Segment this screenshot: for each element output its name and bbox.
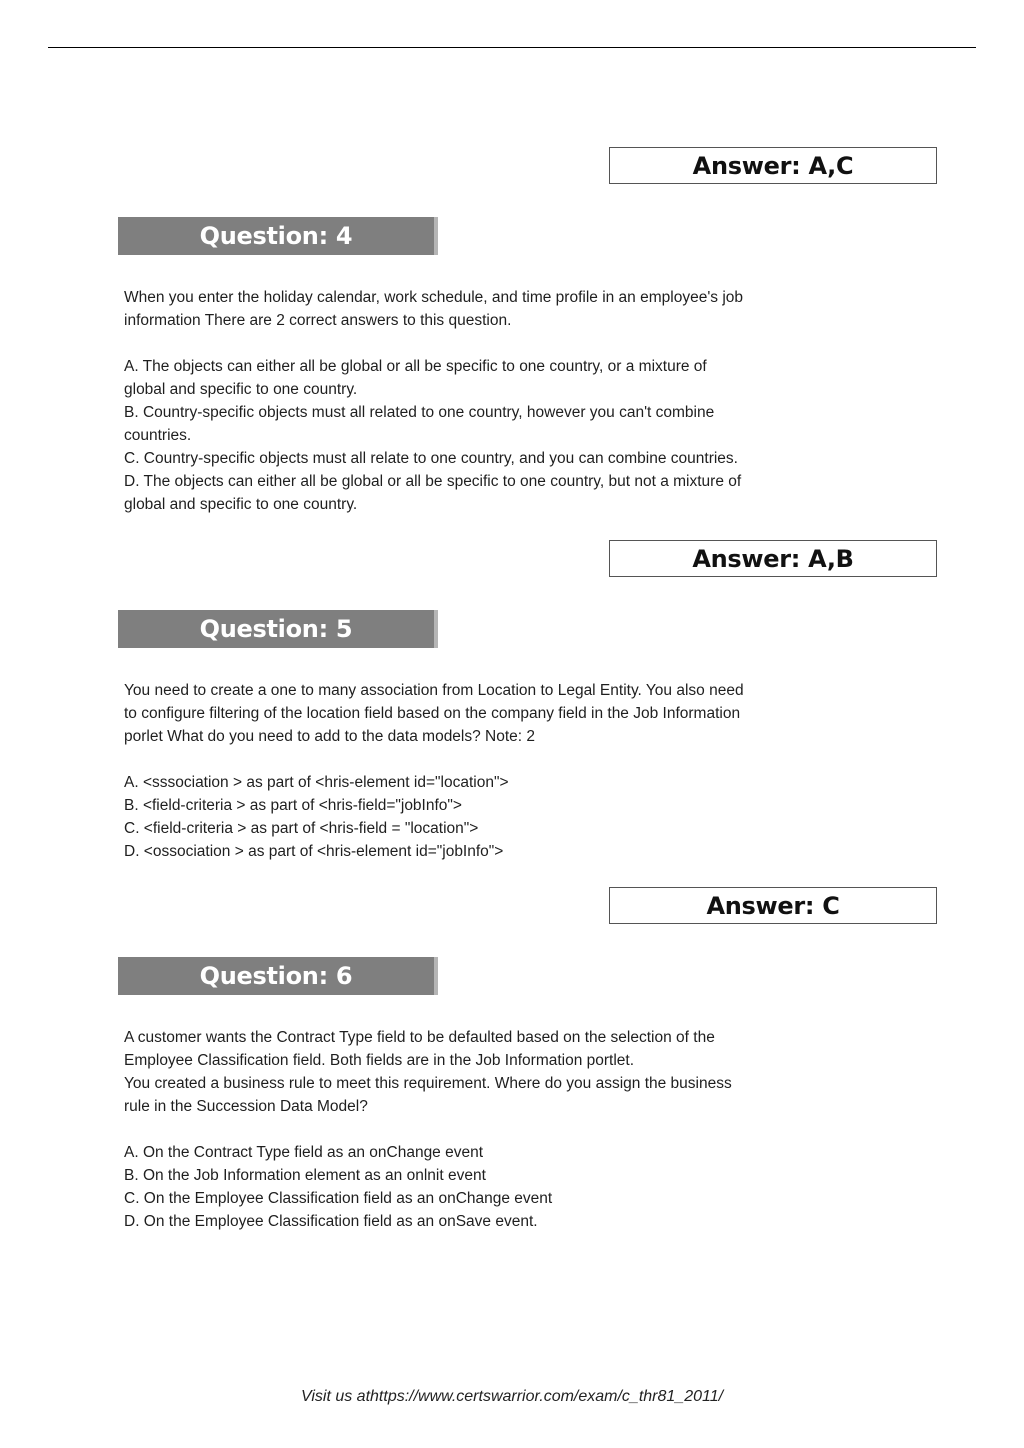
answer-label: Answer: A,C — [692, 151, 854, 180]
option-line: A. The objects can either all be global or all be specific to one country, or a mixture of — [124, 358, 707, 375]
question-body-6 — [124, 1026, 844, 1233]
option-line: D. The objects can either all be global or all be specific to one country, but not a mixture of — [124, 473, 742, 490]
option-line: D. On the Employee Classification field as an onSave event. — [124, 1213, 538, 1230]
option-line: global and specific to one country. — [124, 381, 358, 398]
answer-box — [609, 887, 937, 924]
option-line: B. <field-criteria > as part of <hris-field="jobInfo"> — [124, 797, 462, 814]
question-stem-line: porlet What do you need to add to the data models? Note: 2 — [124, 728, 536, 745]
option-line: B. Country-specific objects must all related to one country, however you can't combine — [124, 404, 715, 421]
answer-box — [609, 147, 937, 184]
question-title: Question: 6 — [199, 962, 353, 990]
question-title: Question: 5 — [199, 615, 353, 643]
question-stem-line: You need to create a one to many association from Location to Legal Entity. You also need — [124, 682, 744, 699]
question-body-4 — [124, 286, 844, 516]
option-line: C. Country-specific objects must all relate to one country, and you can combine countries. — [124, 450, 738, 467]
option-line: A. On the Contract Type field as an onChange event — [124, 1144, 484, 1161]
question-stem-line: You created a business rule to meet this requirement. Where do you assign the business — [124, 1075, 732, 1092]
answer-label: Answer: C — [706, 891, 840, 920]
option-line: C. <field-criteria > as part of <hris-field = "location"> — [124, 820, 479, 837]
question-stem-line: A customer wants the Contract Type field to be defaulted based on the selection of the — [124, 1029, 715, 1046]
option-line: A. <sssociation > as part of <hris-element id="location"> — [124, 774, 509, 791]
footer-link[interactable] — [0, 1388, 1024, 1406]
question-header-6 — [118, 957, 438, 995]
question-body-5 — [124, 679, 844, 863]
option-line: D. <ossociation > as part of <hris-element id="jobInfo"> — [124, 843, 504, 860]
question-title: Question: 4 — [199, 222, 353, 250]
footer-text[interactable]: Visit us athttps://www.certswarrior.com/exam/c_thr81_2011/ — [300, 1388, 724, 1405]
question-stem-line: rule in the Succession Data Model? — [124, 1098, 368, 1115]
question-header-4 — [118, 217, 438, 255]
question-stem-line: to configure filtering of the location field based on the company field in the Job Information — [124, 705, 741, 722]
question-stem-line: When you enter the holiday calendar, work schedule, and time profile in an employee's job — [124, 289, 744, 306]
option-line: B. On the Job Information element as an onlnit event — [124, 1167, 486, 1184]
question-stem-line: Employee Classification field. Both fields are in the Job Information portlet. — [124, 1052, 635, 1069]
option-line: C. On the Employee Classification field as an onChange event — [124, 1190, 553, 1207]
question-header-5 — [118, 610, 438, 648]
answer-label: Answer: A,B — [692, 544, 854, 573]
top-divider — [48, 47, 976, 48]
answer-box — [609, 540, 937, 577]
option-line: global and specific to one country. — [124, 496, 358, 513]
option-line: countries. — [124, 427, 192, 444]
question-stem-line: information There are 2 correct answers to this question. — [124, 312, 512, 329]
